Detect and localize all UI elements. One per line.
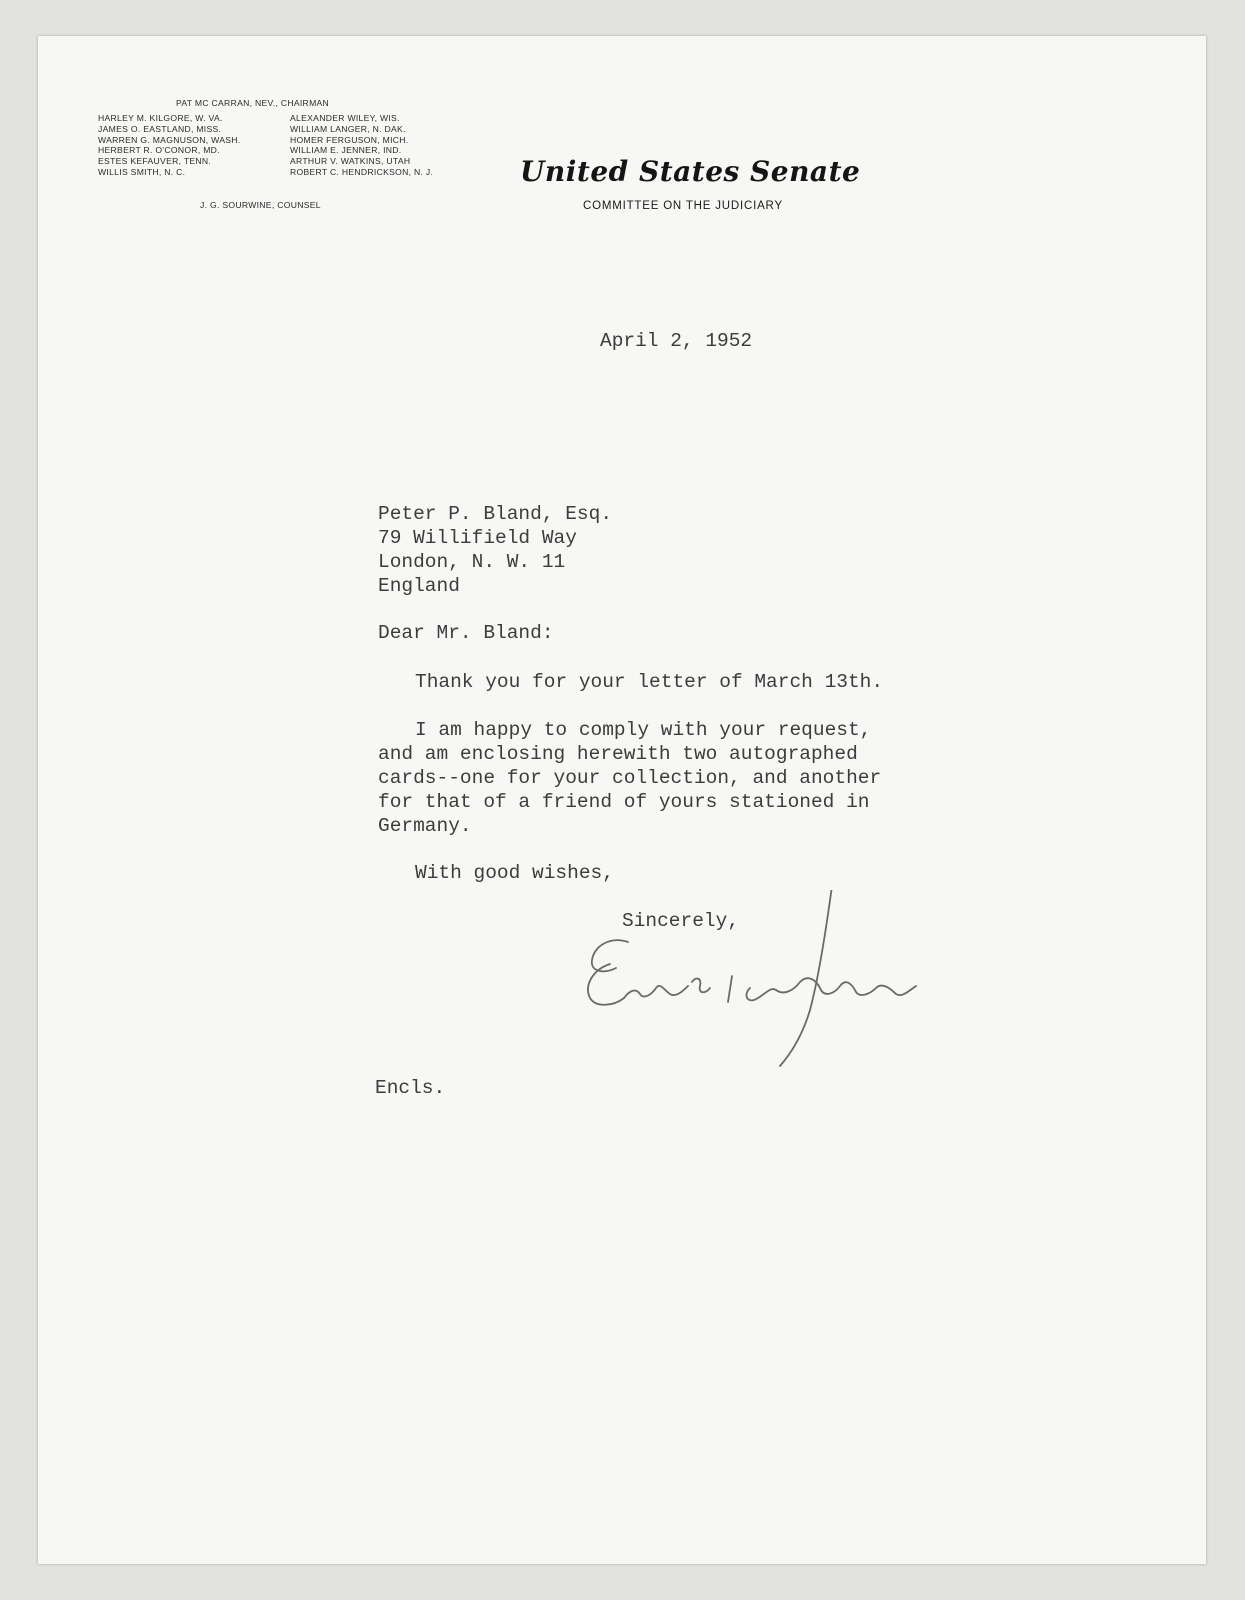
member-name: ESTES KEFAUVER, TENN.	[98, 156, 212, 167]
address-line: Peter P. Bland, Esq.	[378, 503, 613, 525]
paragraph-line: for that of a friend of yours stationed in	[378, 791, 870, 813]
member-name: WARREN G. MAGNUSON, WASH.	[98, 134, 241, 145]
committee-name: COMMITTEE ON THE JUDICIARY	[583, 200, 783, 212]
member-name: ALEXANDER WILEY, WIS.	[290, 113, 400, 123]
address-line: England	[378, 575, 460, 597]
address-line: 79 Willifield Way	[378, 527, 577, 549]
counsel-line: J. G. SOURWINE, COUNSEL	[200, 200, 321, 210]
paragraph-line: cards--one for your collection, and another	[378, 767, 882, 789]
member-name: WILLIAM LANGER, N. DAK.	[290, 123, 406, 134]
address-line: London, N. W. 11	[378, 551, 566, 573]
member-name: HARLEY M. KILGORE, W. VA.	[98, 113, 223, 123]
paragraph-2	[378, 718, 881, 838]
paragraph-1: Thank you for your letter of March 13th.	[415, 671, 884, 693]
members-right-list	[290, 113, 433, 178]
letterhead-title: United States Senate	[520, 155, 861, 188]
closing-wish: With good wishes,	[415, 862, 614, 884]
member-name: ARTHUR V. WATKINS, UTAH	[290, 156, 411, 167]
member-name: ROBERT C. HENDRICKSON, N. J.	[290, 166, 434, 177]
enclosure-note: Encls.	[375, 1077, 446, 1099]
member-name: HERBERT R. O'CONOR, MD.	[98, 145, 220, 156]
letter-date: April 2, 1952	[600, 330, 753, 352]
member-name: JAMES O. EASTLAND, MISS.	[98, 123, 222, 134]
chairman-line: PAT MC CARRAN, NEV., CHAIRMAN	[176, 98, 330, 108]
members-left-list	[98, 113, 240, 178]
signature-image	[580, 890, 940, 1080]
member-name: WILLIS SMITH, N. C.	[98, 166, 186, 177]
closing: Sincerely,	[622, 910, 740, 932]
paragraph-line: Germany.	[378, 815, 472, 837]
paragraph-line: I am happy to comply with your request,	[415, 719, 872, 741]
recipient-address	[378, 502, 612, 598]
member-name: WILLIAM E. JENNER, IND.	[290, 145, 402, 156]
paragraph-line: and am enclosing herewith two autographed	[378, 743, 858, 765]
member-name: HOMER FERGUSON, MICH.	[290, 134, 409, 145]
salutation: Dear Mr. Bland:	[378, 622, 554, 644]
